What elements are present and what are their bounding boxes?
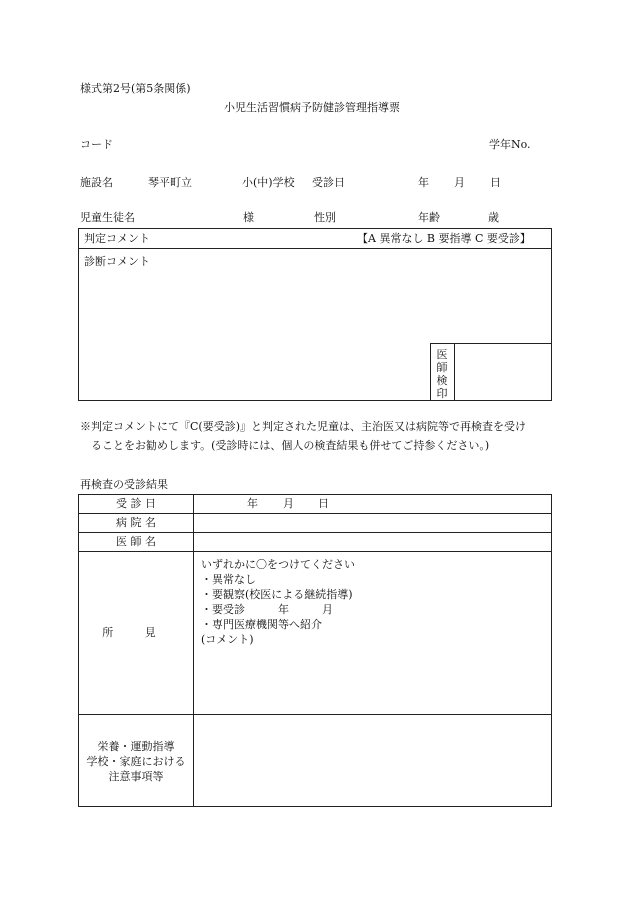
recheck-month-label: 月 <box>283 497 294 510</box>
findings-instruction: いずれかに〇をつけてください <box>201 558 355 571</box>
recheck-table-column-divider <box>193 494 194 807</box>
seal-char-2: 師 <box>436 361 448 374</box>
day-label: 日 <box>490 176 501 189</box>
notice-line-2: ることをお勧めします。(受診時には、個人の検査結果も併せてご持参ください。) <box>91 439 490 452</box>
year-label: 年 <box>418 176 429 189</box>
diagnosis-comment-label: 診断コメント <box>84 255 150 268</box>
doctor-name-label: 医 師 名 <box>116 535 156 548</box>
page-title: 小児生活習慣病予防健診管理指導票 <box>224 101 400 114</box>
seal-box-top <box>430 343 552 344</box>
judgement-options: 【A 異常なし B 要指導 C 要受診】 <box>357 232 531 245</box>
age-label: 年齢 <box>418 211 440 224</box>
seal-box-divider <box>454 343 455 401</box>
month-label: 月 <box>454 176 465 189</box>
recheck-day-label: 日 <box>318 497 329 510</box>
facility-label: 施設名 <box>80 176 113 189</box>
notice-line-1: ※判定コメントにて『C(要受診)』と判定された児童は、主治医又は病院等で再検査を受け <box>80 420 526 433</box>
form-number: 様式第2号(第5条関係) <box>80 82 191 95</box>
recheck-section-title: 再検査の受診結果 <box>80 478 168 491</box>
age-unit: 歳 <box>488 211 499 224</box>
hospital-name-label: 病 院 名 <box>116 516 156 529</box>
gender-label: 性別 <box>314 211 336 224</box>
recheck-row-divider-3 <box>78 551 552 552</box>
seal-char-4: 印 <box>436 387 448 400</box>
seal-box-left <box>430 343 431 401</box>
findings-option-observe: ・要観察(校医による継続指導) <box>201 588 353 601</box>
findings-option-referral: ・専門医療機関等へ紹介 <box>201 618 322 631</box>
findings-option-visit: ・要受診 年 月 <box>201 603 333 616</box>
recheck-row-divider-1 <box>78 513 552 514</box>
findings-label: 所 見 <box>102 626 170 639</box>
guidance-label-line-2: 学校・家庭における <box>86 755 186 768</box>
seal-char-3: 検 <box>436 374 448 387</box>
student-name-label: 児童生徒名 <box>80 211 135 224</box>
judgement-divider <box>78 248 552 249</box>
recheck-year-label: 年 <box>247 497 258 510</box>
guidance-label-line-3: 注意事項等 <box>108 770 164 783</box>
honorific: 様 <box>243 211 254 224</box>
exam-date-label: 受診日 <box>312 176 345 189</box>
findings-option-normal: ・異常なし <box>201 573 256 586</box>
recheck-row-divider-4 <box>78 714 552 715</box>
findings-comment-label: (コメント) <box>201 633 254 646</box>
recheck-row-divider-2 <box>78 532 552 533</box>
recheck-exam-date-label: 受 診 日 <box>116 497 156 510</box>
seal-char-1: 医 <box>436 348 448 361</box>
guidance-label-line-1: 栄養・運動指導 <box>97 740 175 753</box>
judgement-comment-label: 判定コメント <box>84 232 150 245</box>
town-name: 琴平町立 <box>148 176 192 189</box>
grade-no-label: 学年No. <box>489 138 531 151</box>
judgement-box <box>78 228 552 401</box>
school-type: 小(中)学校 <box>242 176 295 189</box>
code-label: コード <box>80 138 113 151</box>
